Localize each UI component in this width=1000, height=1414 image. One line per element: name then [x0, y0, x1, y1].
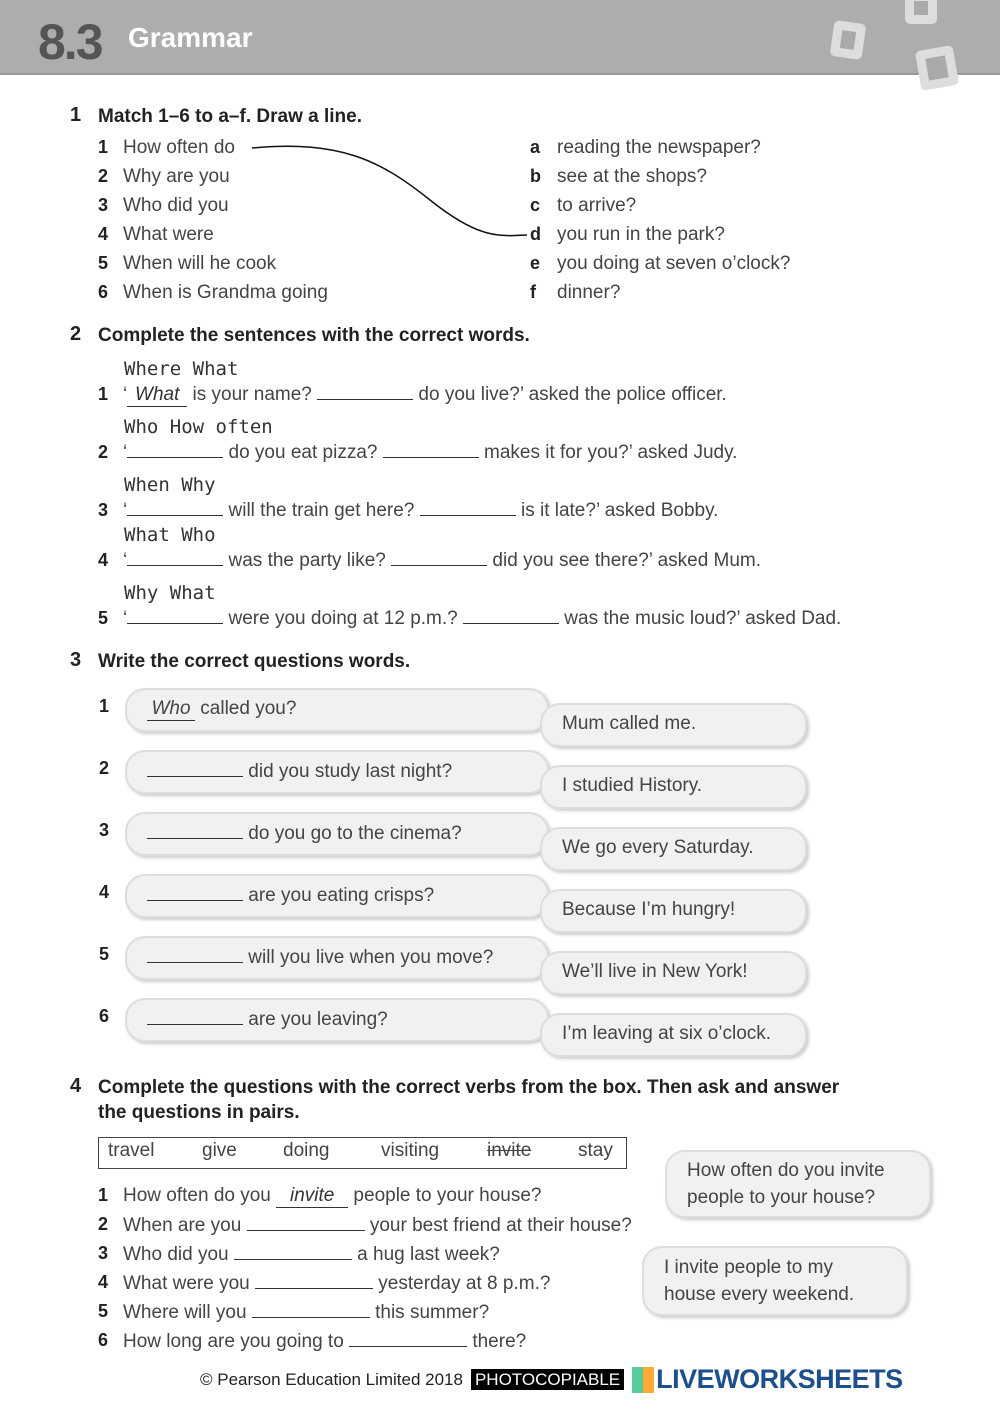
- item-number: 1: [99, 696, 110, 716]
- question-bubble: [125, 936, 549, 980]
- item-number: 4: [98, 1272, 109, 1292]
- answer-blank[interactable]: [234, 1243, 352, 1260]
- answer-blank[interactable]: [127, 607, 223, 624]
- question-bubble: [125, 812, 549, 856]
- question-text: people to your house?: [348, 1185, 542, 1206]
- quote-mark: ‘: [123, 442, 128, 463]
- question-bubble: [125, 688, 549, 732]
- item-number: 2: [99, 758, 110, 778]
- question-text: [147, 760, 452, 783]
- match-right-item: you run in the park?: [557, 224, 725, 245]
- item-number: 3: [98, 500, 109, 520]
- item-number: 3: [98, 1243, 109, 1263]
- bubble-text: I invite people to my: [664, 1257, 833, 1278]
- question-text: How often do you: [123, 1185, 277, 1206]
- answer-bubble: [540, 889, 807, 933]
- item-letter: e: [530, 253, 541, 273]
- answer-blank[interactable]: [420, 499, 516, 516]
- item-number: 6: [99, 1006, 110, 1026]
- match-right-item: dinner?: [557, 282, 621, 303]
- answer-blank[interactable]: [463, 607, 559, 624]
- exercise-number: 4: [70, 1075, 82, 1097]
- answer-blank[interactable]: [383, 441, 479, 458]
- sentence-text: makes it for you?’ asked Judy.: [478, 442, 738, 463]
- speech-bubble-answer: [642, 1246, 908, 1316]
- word-options: Why What: [124, 582, 216, 604]
- question-text: [147, 946, 493, 969]
- answer-blank[interactable]: [147, 822, 243, 839]
- item-number: 5: [98, 253, 109, 273]
- footer: [200, 1364, 903, 1395]
- answer-blank[interactable]: [147, 946, 243, 963]
- question-text: What were you: [123, 1273, 255, 1294]
- item-number: 4: [98, 224, 109, 244]
- question-text: When are you: [123, 1215, 247, 1236]
- question-sentence: [123, 1272, 550, 1295]
- answer-bubble: [540, 951, 807, 995]
- answer-field[interactable]: What: [127, 384, 187, 407]
- brand-logo[interactable]: LIVEWORKSHEETS: [656, 1364, 903, 1394]
- item-letter: c: [530, 195, 541, 215]
- question-text: How long are you going to: [123, 1331, 350, 1352]
- question-rest: are you leaving?: [243, 1009, 388, 1030]
- exercise-instruction: Complete the sentences with the correct words.: [98, 325, 530, 346]
- question-rest: called you?: [195, 698, 297, 719]
- quote-mark: ‘: [123, 550, 128, 571]
- item-letter: f: [530, 282, 536, 302]
- question-rest: did you study last night?: [243, 761, 453, 782]
- question-rest: are you eating crisps?: [243, 885, 435, 906]
- word-options: What Who: [124, 524, 216, 546]
- word-options: Where What: [124, 358, 239, 380]
- question-sentence: [123, 1185, 541, 1208]
- item-number: 3: [98, 195, 109, 215]
- item-number: 2: [98, 166, 109, 186]
- answer-blank[interactable]: [349, 1330, 467, 1347]
- match-left-item: When is Grandma going: [123, 282, 328, 303]
- exercise-instruction: Match 1–6 to a–f. Draw a line.: [98, 106, 362, 127]
- sentence: [123, 383, 727, 407]
- page-title: Grammar: [128, 22, 253, 53]
- box-word: travel: [108, 1140, 155, 1161]
- answer-text: We go every Saturday.: [562, 837, 754, 858]
- speech-bubble-question: [665, 1150, 931, 1218]
- box-word: stay: [578, 1140, 613, 1161]
- match-left-item: When will he cook: [123, 253, 277, 274]
- item-number: 5: [99, 944, 110, 964]
- sentence-text: is your name?: [187, 384, 318, 405]
- sentence-text: was the music loud?’ asked Dad.: [559, 608, 842, 629]
- answer-text: Mum called me.: [562, 713, 697, 734]
- box-word: give: [202, 1140, 237, 1161]
- question-sentence: [123, 1243, 500, 1266]
- question-sentence: [123, 1301, 489, 1324]
- box-word: visiting: [381, 1140, 440, 1161]
- match-left-item: What were: [123, 224, 214, 245]
- answer-blank[interactable]: [252, 1301, 370, 1318]
- answer-blank[interactable]: [317, 383, 413, 400]
- exercise-instruction: Write the correct questions words.: [98, 651, 411, 672]
- answer-blank[interactable]: [127, 549, 223, 566]
- exercise-instruction-cont: the questions in pairs.: [98, 1102, 300, 1123]
- item-number: 2: [98, 442, 109, 462]
- question-text: [147, 822, 462, 845]
- answer-text: Because I’m hungry!: [562, 899, 736, 920]
- bubble-text: How often do you invite: [687, 1160, 885, 1181]
- question-text: Where will you: [123, 1302, 252, 1323]
- answer-bubble: [540, 827, 807, 871]
- item-number: 6: [98, 1330, 109, 1350]
- quote-mark: ‘: [123, 384, 128, 405]
- answer-text: I studied History.: [562, 775, 703, 796]
- item-number: 1: [98, 1185, 109, 1205]
- item-number: 2: [98, 1214, 109, 1234]
- question-text: Who did you: [123, 1244, 234, 1265]
- answer-blank[interactable]: [127, 499, 223, 516]
- answer-blank[interactable]: [147, 884, 243, 901]
- question-rest: will you live when you move?: [243, 947, 494, 968]
- sentence: [123, 441, 737, 464]
- item-letter: d: [530, 224, 541, 244]
- question-text: [147, 884, 434, 907]
- answer-blank[interactable]: [147, 760, 243, 777]
- item-number: 1: [98, 384, 109, 404]
- answer-field[interactable]: invite: [276, 1185, 348, 1208]
- answer-text: We’ll live in New York!: [562, 961, 748, 982]
- item-letter: a: [530, 137, 541, 157]
- answer-bubble: [540, 765, 807, 809]
- sentence-text: do you eat pizza?: [223, 442, 383, 463]
- exercise-number: 3: [70, 649, 82, 671]
- copyright: © Pearson Education Limited 2018: [200, 1369, 463, 1389]
- question-text: a hug last week?: [351, 1244, 500, 1265]
- match-left-item: Why are you: [123, 166, 230, 187]
- sentence-text: were you doing at 12 p.m.?: [223, 608, 463, 629]
- sentence: [123, 607, 841, 630]
- sentence-text: is it late?’ asked Bobby.: [515, 500, 719, 521]
- word-options: Who How often: [124, 416, 273, 438]
- answer-blank[interactable]: [247, 1214, 365, 1231]
- question-rest: do you go to the cinema?: [243, 823, 462, 844]
- question-text: this summer?: [369, 1302, 490, 1323]
- question-text: [147, 1008, 388, 1031]
- answer-blank[interactable]: [255, 1272, 373, 1289]
- quote-mark: ‘: [123, 500, 128, 521]
- box-word: doing: [283, 1140, 330, 1161]
- unit-number: 8.3: [38, 14, 102, 70]
- question-bubble: [125, 998, 549, 1042]
- sentence-text: did you see there?’ asked Mum.: [487, 550, 762, 571]
- question-text: yesterday at 8 p.m.?: [373, 1273, 551, 1294]
- question-text: your best friend at their house?: [364, 1215, 632, 1236]
- answer-bubble: [540, 703, 807, 747]
- sentence: [123, 549, 761, 572]
- question-bubble: [125, 750, 549, 794]
- question-text: there?: [467, 1331, 527, 1352]
- exercise-number: 2: [70, 323, 82, 345]
- bubble-text: house every weekend.: [664, 1284, 855, 1305]
- match-right-item: you doing at seven o’clock?: [557, 253, 791, 274]
- item-number: 5: [98, 608, 109, 628]
- liveworksheets-logo-icon: [632, 1367, 654, 1393]
- item-number: 3: [99, 820, 110, 840]
- answer-blank[interactable]: [127, 441, 223, 458]
- photocopiable-badge: PHOTOCOPIABLE: [471, 1369, 624, 1391]
- answer-bubble: [540, 1013, 807, 1057]
- question-sentence: [123, 1330, 526, 1353]
- answer-field[interactable]: Who: [147, 698, 195, 721]
- word-box: [98, 1137, 627, 1169]
- question-sentence: [123, 1214, 632, 1237]
- match-left-item: Who did you: [123, 195, 229, 216]
- match-left-item: How often do: [123, 137, 235, 158]
- word-options: When Why: [124, 474, 216, 496]
- bubble-text: people to your house?: [687, 1187, 876, 1208]
- sentence: [123, 499, 718, 522]
- exercise-number: 1: [70, 104, 82, 126]
- sentence-text: will the train get here?: [223, 500, 420, 521]
- exercise-instruction: Complete the questions with the correct verbs from the box. Then ask and answer: [98, 1077, 840, 1098]
- quote-mark: ‘: [123, 608, 128, 629]
- item-number: 4: [98, 550, 109, 570]
- match-right-item: reading the newspaper?: [557, 137, 761, 158]
- question-bubble: [125, 874, 549, 918]
- item-letter: b: [530, 166, 541, 186]
- answer-text: I’m leaving at six o’clock.: [562, 1023, 772, 1044]
- answer-blank[interactable]: [147, 1008, 243, 1025]
- item-number: 6: [98, 282, 109, 302]
- sentence-text: do you live?’ asked the police officer.: [413, 384, 727, 405]
- sentence-text: was the party like?: [223, 550, 392, 571]
- item-number: 4: [99, 882, 110, 902]
- match-right-item: see at the shops?: [557, 166, 707, 187]
- match-right-item: to arrive?: [557, 195, 637, 216]
- item-number: 1: [98, 137, 109, 157]
- item-number: 5: [98, 1301, 109, 1321]
- question-text: [147, 698, 296, 721]
- answer-blank[interactable]: [391, 549, 487, 566]
- box-word: invite: [487, 1140, 532, 1161]
